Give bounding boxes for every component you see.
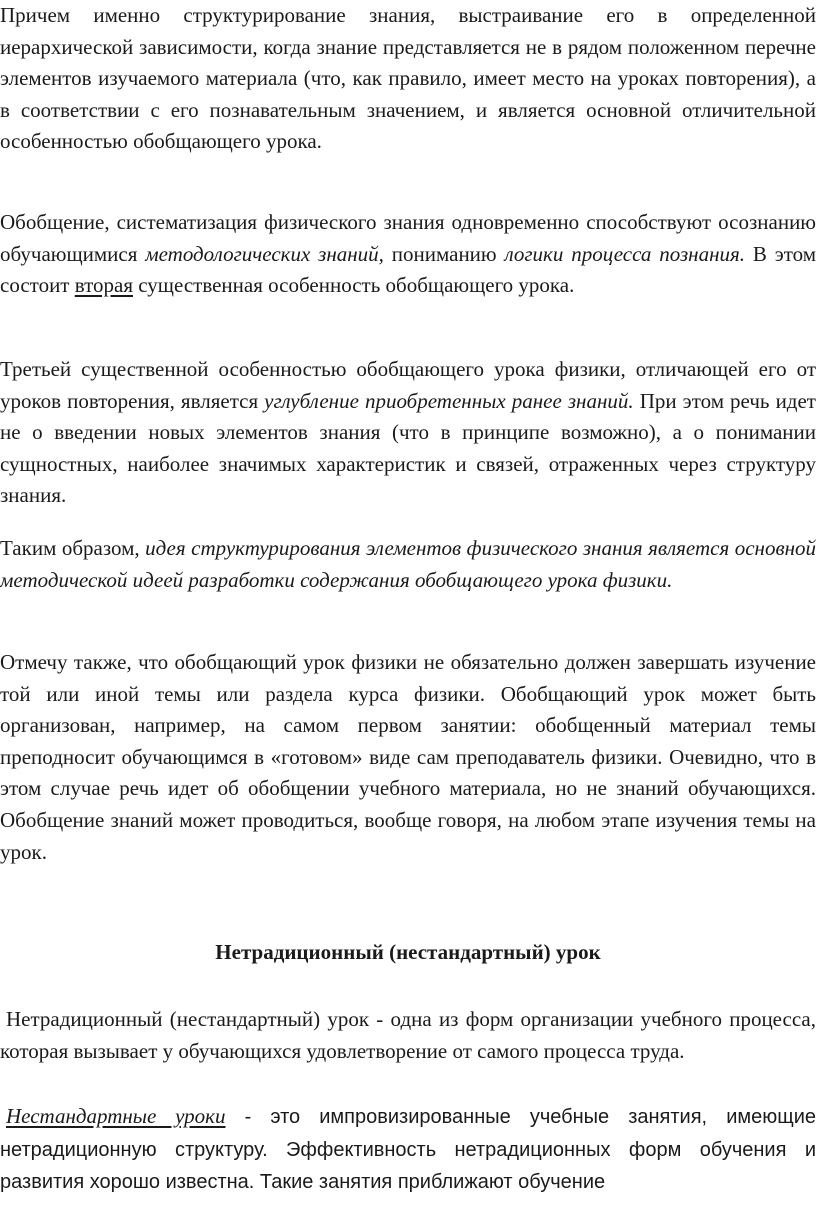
paragraph-2-text-1: Обобщение, систематизация физического знания одновременно способствуют осознанию обучающимися: [0, 210, 816, 266]
paragraph-7-text-2: Эффективность нетрадиционных форм обучения и развития хорошо известна. Такие занятия приближают обучение: [0, 1138, 816, 1194]
paragraph-2-underlined: вторая: [74, 273, 134, 298]
paragraph-nonstandard-lessons: [0, 1101, 816, 1199]
paragraph-third-feature: [0, 354, 816, 512]
paragraph-nontraditional-definition: [0, 1004, 816, 1067]
paragraph-6-text: Нетрадиционный (нестандартный) урок - одна из форм организации учебного процесса, которая вызывает у обучающихся удовлетворение от самого процесса труда.: [0, 1007, 816, 1063]
paragraph-generalization: [0, 207, 816, 302]
paragraph-structuring-idea: [0, 533, 816, 596]
paragraph-4-text-1: Таким образом,: [0, 536, 146, 560]
paragraph-2-text-3: В этом состоит: [0, 241, 816, 298]
paragraph-note: Отмечу также, что обобщающий урок физики не обязательно должен завершать изучение той или иной темы или раздела курса физики. Обобщающий урок может быть организован, например, на самом первом занятии: обобщенный материал темы преподносит обучающимся в «готовом» виде сам преподаватель физики. Очевидно, что в этом случае речь идет об обобщении учебного материала, но не знаний обучающихся. Обобщение знаний может проводиться, вообще говоря, на любом этапе изучения темы на урок.: [0, 650, 816, 864]
paragraph-3-text-2: При этом речь идет не о введении новых элементов знания (что в принципе возможно), а о понимании сущностных, наиболее значимых характеристик и связей, отраженных через структуру знания.: [0, 388, 816, 508]
paragraph-2-text-2: пониманию: [383, 241, 505, 266]
section-heading: Нетрадиционный (нестандартный) урок: [215, 940, 601, 964]
paragraph-7-text-1: - это импровизированные учебные занятия, имеющие нетрадиционную структуру.: [0, 1106, 816, 1161]
paragraph-4-italic-1: идея структурирования элементов физического знания является основной методической идеей разработки содержания обобщающего урока физики.: [0, 536, 816, 592]
paragraph-3-italic-1: углубление приобретенных ранее знаний.: [264, 388, 634, 413]
paragraph-3-text-1: Третьей существенной особенностью обобщающего урока физики, отличающей его от уроков повторения, является: [0, 357, 816, 413]
paragraph-7-underlined-italic: Нестандартные уроки: [6, 1104, 226, 1128]
paragraph-2-text-4: существенная особенность обобщающего урока.: [133, 273, 575, 298]
paragraph-2-italic-1: методологических знаний,: [145, 241, 384, 266]
paragraph-2-italic-2: логики процесса познания.: [504, 241, 745, 266]
paragraph-structuring: Причем именно структурирование знания, выстраивание его в определенной иерархической зависимости, когда знание представляется не в рядом положенном перечне элементов изучаемого материала (что, как правило, имеет место на уроках повторения), а в соответствии с его познавательным значением, и является основной отличительной особенностью обобщающего урока.: [0, 3, 816, 154]
